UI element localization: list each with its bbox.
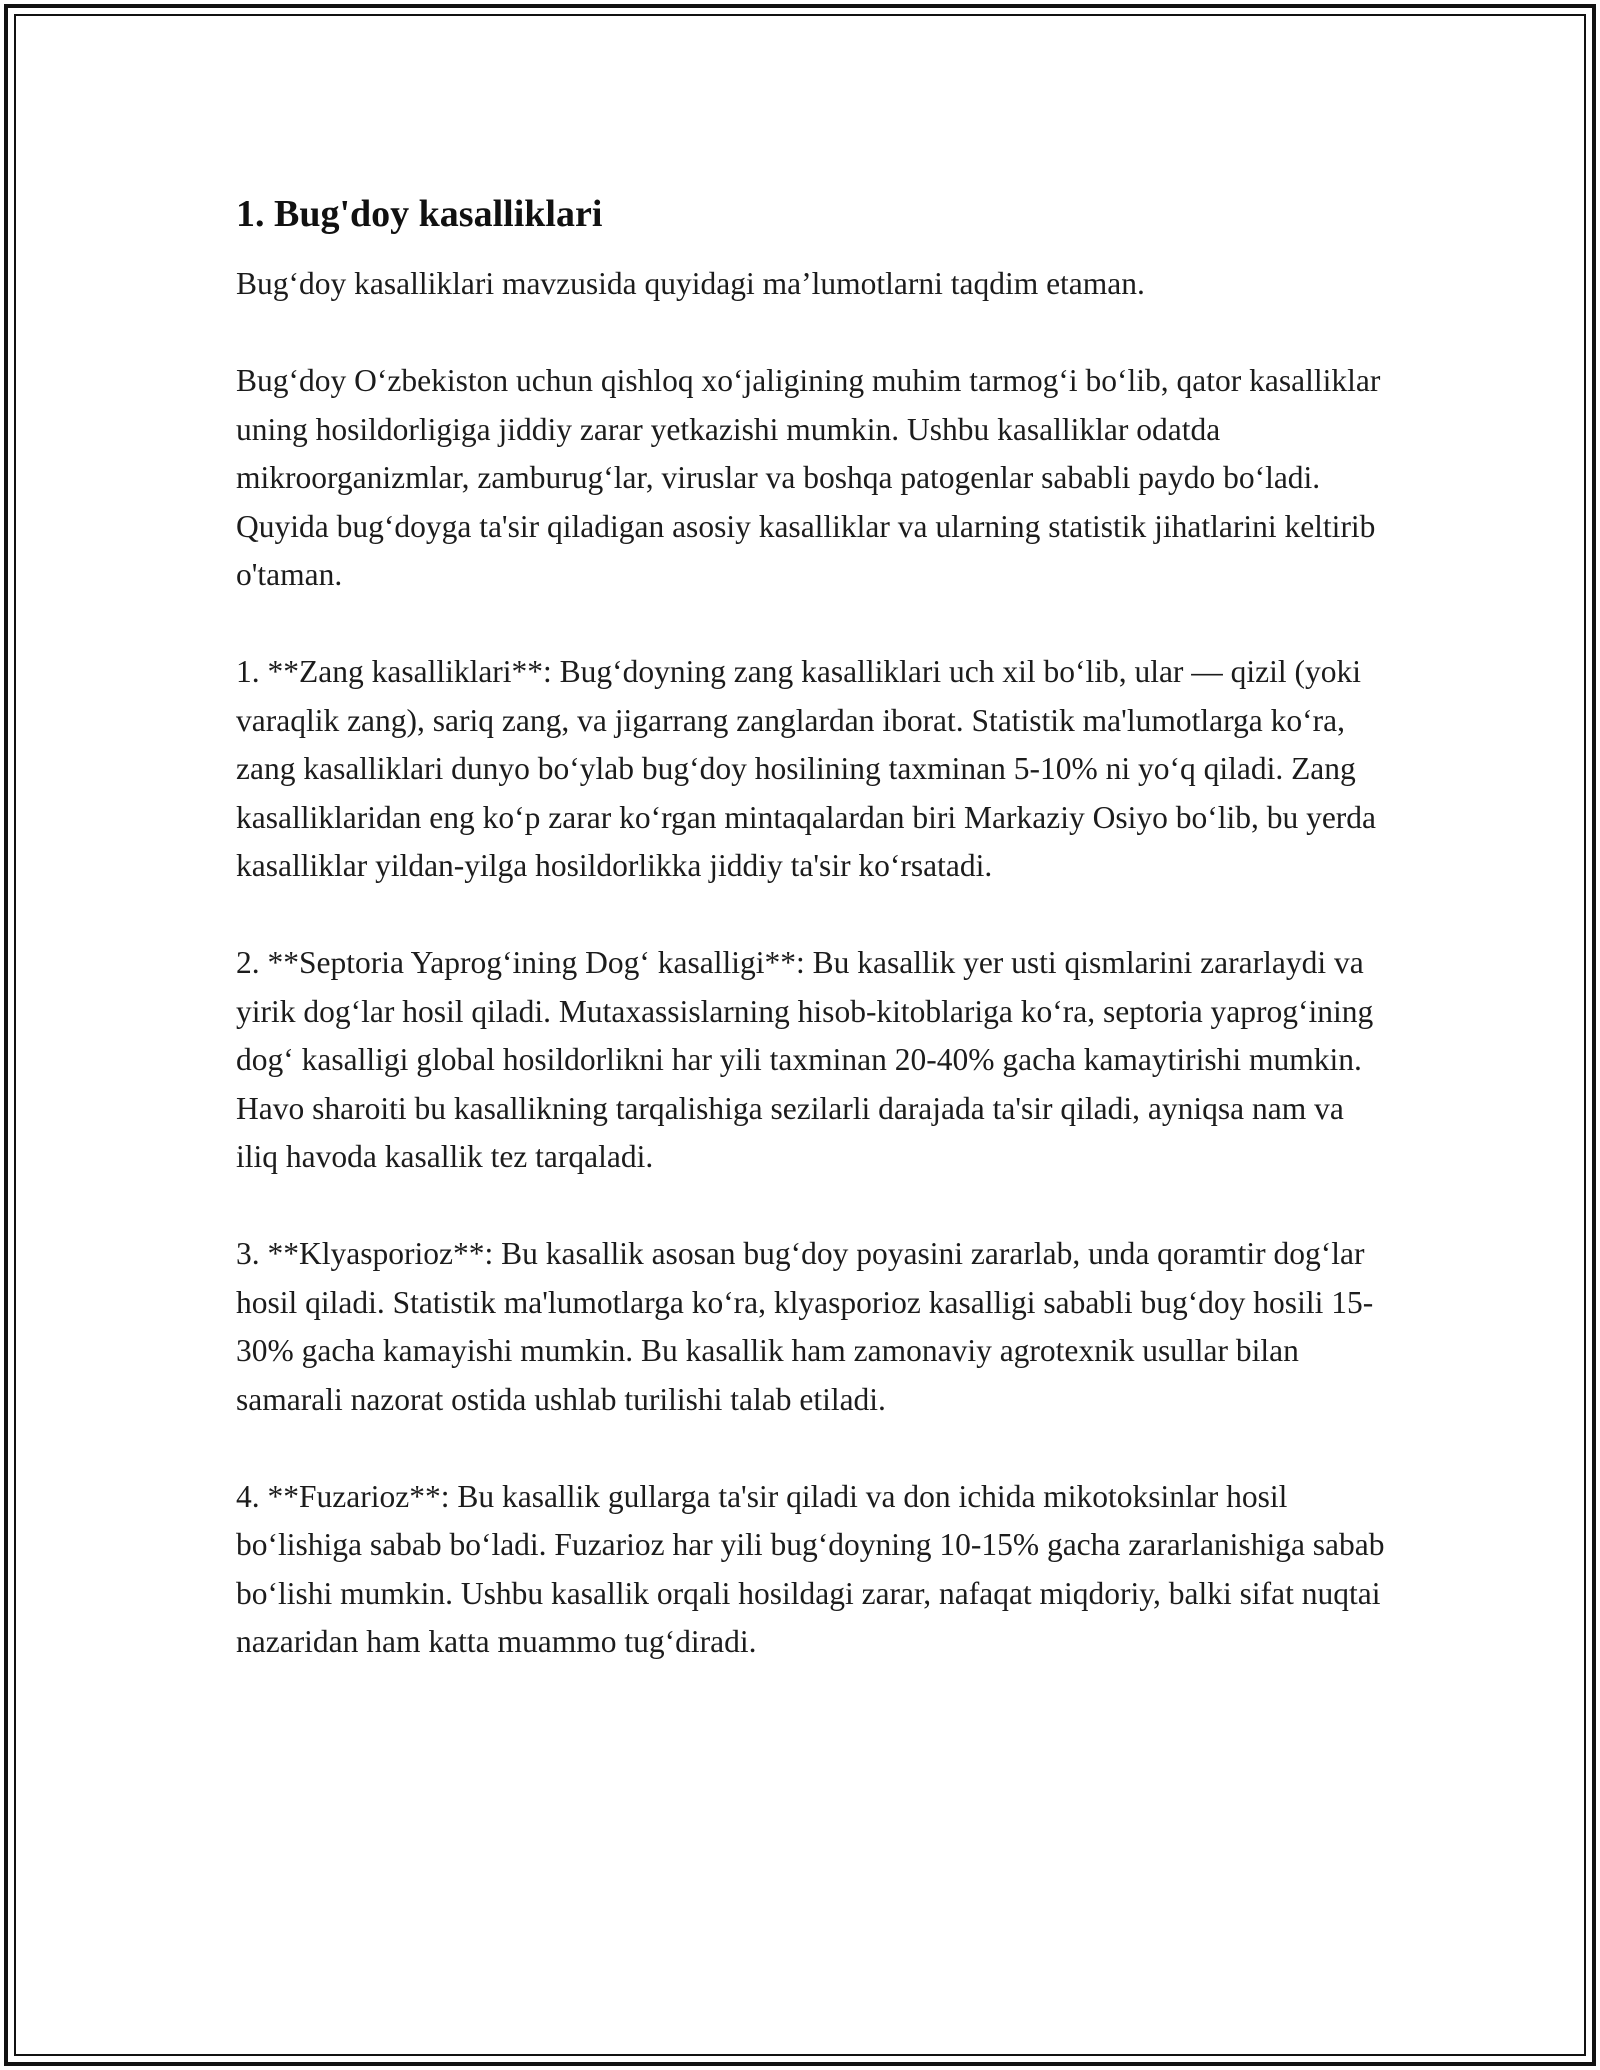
septoria-paragraph: 2. **Septoria Yaprog‘ining Dog‘ kasalligi**: Bu kasallik yer usti qismlarini zararlaydi va yirik dog‘lar hosil qiladi. Mutaxassislarning hisob-kitoblariga ko‘ra, septoria yaprog‘ining dog‘ kasalligi global hosildorlikni har yili taxminan 20-40% gacha kamaytirishi mumkin. Havo sharoiti bu kasallikning tarqalishiga sezilarli darajada ta'sir qiladi, ayniqsa nam va iliq havoda kasallik tez tarqaladi. [236,945,1374,1174]
fuzarioz-paragraph: 4. **Fuzarioz**: Bu kasallik gullarga ta'sir qiladi va don ichida mikotoksinlar hosil bo‘lishiga sabab bo‘ladi. Fuzarioz har yili bug‘doyning 10-15% gacha zararlanishiga sabab bo‘lishi mumkin. Ushbu kasallik orqali hosildagi zarar, nafaqat miqdoriy, balki sifat nuqtai nazaridan ham katta muammo tug‘diradi. [236,1478,1385,1659]
overview-paragraph: Bug‘doy O‘zbekiston uchun qishloq xo‘jaligining muhim tarmog‘i bo‘lib, qator kasalliklar uning hosildorligiga jiddiy zarar yetkazishi mumkin. Ushbu kasalliklar odatda mikroorganizmlar, zamburug‘lar, viruslar va boshqa patogenlar sababli paydo bo‘ladi. Quyida bug‘doyga ta'sir qiladigan asosiy kasalliklar va ularning statistik jihatlarini keltirib o'taman. [236,363,1381,592]
document-title: 1. Bug'doy kasalliklari [236,193,603,235]
klyasporioz-paragraph: 3. **Klyasporioz**: Bu kasallik asosan bug‘doy poyasini zararlab, unda qoramtir dog‘lar hosil qiladi. Statistik ma'lumotlarga ko‘ra, klyasporioz kasalligi sababli bug‘doy hosili 15-30% gacha kamayishi mumkin. Bu kasallik ham zamonaviy agrotexnik usullar bilan samarali nazorat ostida ushlab turilishi talab etiladi. [236,1236,1374,1417]
rust-diseases-paragraph: 1. **Zang kasalliklari**: Bug‘doyning zang kasalliklari uch xil bo‘lib, ular — qizil (yoki varaqlik zang), sariq zang, va jigarrang zanglardan iborat. Statistik ma'lumotlarga ko‘ra, zang kasalliklari dunyo bo‘ylab bug‘doy hosilining taxminan 5-10% ni yo‘q qiladi. Zang kasalliklaridan eng ko‘p zarar ko‘rgan mintaqalardan biri Markaziy Osiyo bo‘lib, bu yerda kasalliklar yildan-yilga hosildorlikka jiddiy ta'sir ko‘rsatadi. [236,654,1377,883]
document-body [236,186,1386,1667]
intro-paragraph: Bug‘doy kasalliklari mavzusida quyidagi ma’lumotlarni taqdim etaman. [236,266,1145,301]
